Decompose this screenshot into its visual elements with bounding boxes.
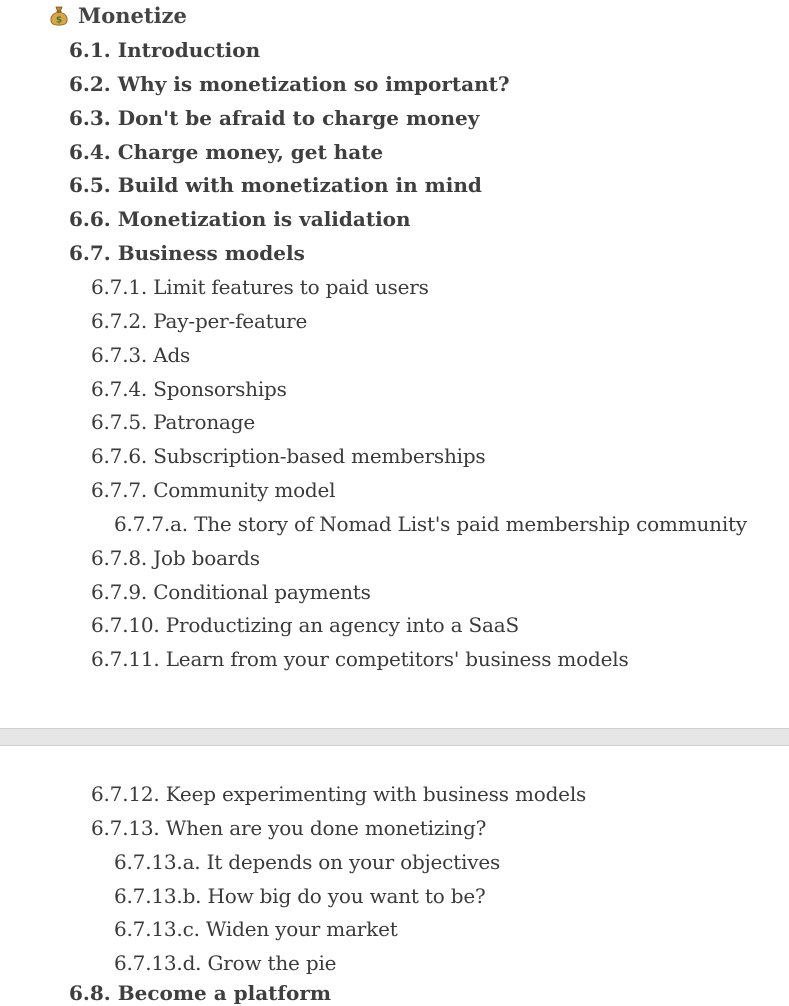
toc-entry-level-3[interactable]: 6.7.13.a. It depends on your objectives	[114, 849, 501, 874]
toc-entry-level-1[interactable]: 6.5. Build with monetization in mind	[69, 173, 482, 198]
toc-page-bottom	[0, 746, 789, 990]
toc-entry-level-2[interactable]: 6.7.11. Learn from your competitors' business models	[91, 647, 629, 672]
toc-entry-level-1[interactable]: 6.2. Why is monetization so important?	[69, 71, 510, 96]
money-bag-icon	[48, 5, 70, 27]
toc-entry-level-2[interactable]: 6.7.1. Limit features to paid users	[91, 274, 429, 299]
toc-entry-level-3[interactable]: 6.7.13.b. How big do you want to be?	[114, 883, 486, 908]
toc-entry-level-1[interactable]: 6.6. Monetization is validation	[69, 207, 411, 232]
toc-entry-level-2[interactable]: 6.7.8. Job boards	[91, 545, 260, 570]
toc-entry-level-2[interactable]: 6.7.6. Subscription-based memberships	[91, 444, 486, 469]
toc-chapter-heading[interactable]	[48, 3, 187, 29]
toc-entry-level-1[interactable]: 6.4. Charge money, get hate	[69, 139, 384, 164]
toc-entry-cutoff[interactable]: 6.8. Become a platform	[69, 981, 332, 1005]
toc-entry-level-1[interactable]: 6.3. Don't be afraid to charge money	[69, 105, 480, 130]
toc-entry-level-2[interactable]: 6.7.4. Sponsorships	[91, 376, 287, 401]
toc-entry-level-3[interactable]: 6.7.7.a. The story of Nomad List's paid membership community	[114, 511, 747, 536]
toc-entry-level-2[interactable]: 6.7.2. Pay-per-feature	[91, 308, 308, 333]
chapter-title: Monetize	[78, 3, 187, 28]
toc-entry-level-3[interactable]: 6.7.13.c. Widen your market	[114, 917, 398, 942]
page-separator	[0, 728, 789, 746]
toc-entry-level-1[interactable]: 6.7. Business models	[69, 241, 305, 266]
toc-entry-level-2[interactable]: 6.7.5. Patronage	[91, 410, 255, 435]
toc-entry-level-2[interactable]: 6.7.3. Ads	[91, 342, 191, 367]
toc-entry-level-2[interactable]: 6.7.10. Productizing an agency into a SaaS	[91, 613, 519, 638]
svg-text:$: $	[55, 15, 63, 26]
toc-entry-level-2[interactable]: 6.7.7. Community model	[91, 478, 336, 503]
toc-entry-level-2[interactable]: 6.7.13. When are you done monetizing?	[91, 815, 487, 840]
toc-entry-level-1[interactable]: 6.1. Introduction	[69, 38, 261, 62]
toc-entry-level-3[interactable]: 6.7.13.d. Grow the pie	[114, 951, 337, 976]
toc-entry-level-2[interactable]: 6.7.9. Conditional payments	[91, 579, 371, 604]
toc-entry-level-2[interactable]: 6.7.12. Keep experimenting with business models	[91, 782, 587, 806]
